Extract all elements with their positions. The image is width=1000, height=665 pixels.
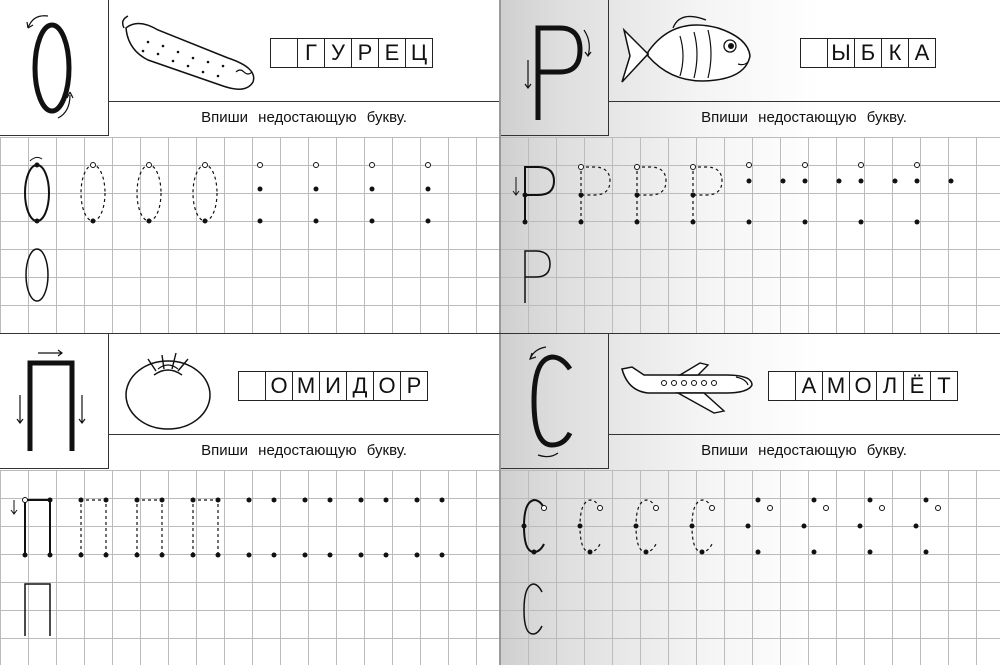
word-letter-cell: О <box>850 372 877 400</box>
word-letter-cell: А <box>796 372 823 400</box>
word-letter-cell: А <box>914 40 930 65</box>
missing-letter-word-ogurets <box>270 38 433 68</box>
writing-practice-grid[interactable] <box>0 470 500 665</box>
section-letter-p <box>0 333 500 665</box>
word-letter-cell: Ё <box>904 372 931 400</box>
word-letter-cell: У <box>325 39 352 67</box>
picture-area <box>108 333 500 435</box>
word-letter-cell: Ы <box>828 39 855 67</box>
blank-letter-cell[interactable] <box>769 372 796 400</box>
big-letter-er-icon <box>500 0 608 135</box>
instruction-text: Впиши недостающую букву. <box>701 442 907 459</box>
writing-practice-grid[interactable] <box>500 137 1000 333</box>
section-letter-o <box>0 0 500 333</box>
section-letter-s <box>500 333 1000 665</box>
blank-letter-cell[interactable] <box>239 372 266 400</box>
word-letter-cell: Д <box>347 372 374 400</box>
word-letter-cell: О <box>374 372 401 400</box>
big-letter-o-box <box>0 0 109 136</box>
word-letter-cell: М <box>293 372 320 400</box>
section-header <box>0 333 500 469</box>
section-header <box>500 0 1000 136</box>
writing-practice-grid[interactable] <box>0 137 500 333</box>
writing-practice-grid[interactable] <box>500 470 1000 665</box>
blank-letter-cell[interactable] <box>801 39 828 67</box>
tomato-icon <box>118 339 238 431</box>
word-letter-cell: Т <box>937 373 951 398</box>
section-header <box>0 0 500 136</box>
word-letter-cell: Р <box>352 39 379 67</box>
section-letter-r <box>500 0 1000 333</box>
big-letter-r-box <box>500 0 609 136</box>
airplane-icon <box>618 339 758 419</box>
word-letter-cell: Г <box>298 39 325 67</box>
section-header <box>500 333 1000 469</box>
word-letter-cell: Ц <box>410 40 428 65</box>
big-letter-s-box <box>500 333 609 469</box>
fish-icon <box>618 6 758 98</box>
big-letter-p-box <box>0 333 109 469</box>
big-letter-es-icon <box>500 333 608 468</box>
word-letter-cell: К <box>882 39 909 67</box>
tracing-letters-es <box>500 470 1000 665</box>
word-letter-cell: О <box>266 372 293 400</box>
picture-area <box>608 333 1000 435</box>
tracing-letters-er <box>500 137 1000 333</box>
instruction-text: Впиши недостающую букву. <box>201 442 407 459</box>
word-letter-cell: Б <box>855 39 882 67</box>
missing-letter-word-rybka <box>800 38 936 68</box>
word-letter-cell: Е <box>379 39 406 67</box>
picture-area <box>108 0 500 102</box>
big-letter-o-icon <box>0 0 108 135</box>
word-letter-cell: И <box>320 372 347 400</box>
word-letter-cell: М <box>823 372 850 400</box>
tracing-letters-o <box>0 137 500 333</box>
big-letter-pe-icon <box>0 333 108 468</box>
instruction-text: Впиши недостающую букву. <box>201 109 407 126</box>
cucumber-icon <box>118 6 268 96</box>
word-letter-cell: Р <box>406 373 422 398</box>
missing-letter-word-pomidor <box>238 371 428 401</box>
section-divider <box>0 333 1000 334</box>
picture-area <box>608 0 1000 102</box>
missing-letter-word-samolyot <box>768 371 958 401</box>
tracing-letters-pe <box>0 470 500 665</box>
word-letter-cell: Л <box>877 372 904 400</box>
instruction-text: Впиши недостающую букву. <box>701 109 907 126</box>
blank-letter-cell[interactable] <box>271 39 298 67</box>
